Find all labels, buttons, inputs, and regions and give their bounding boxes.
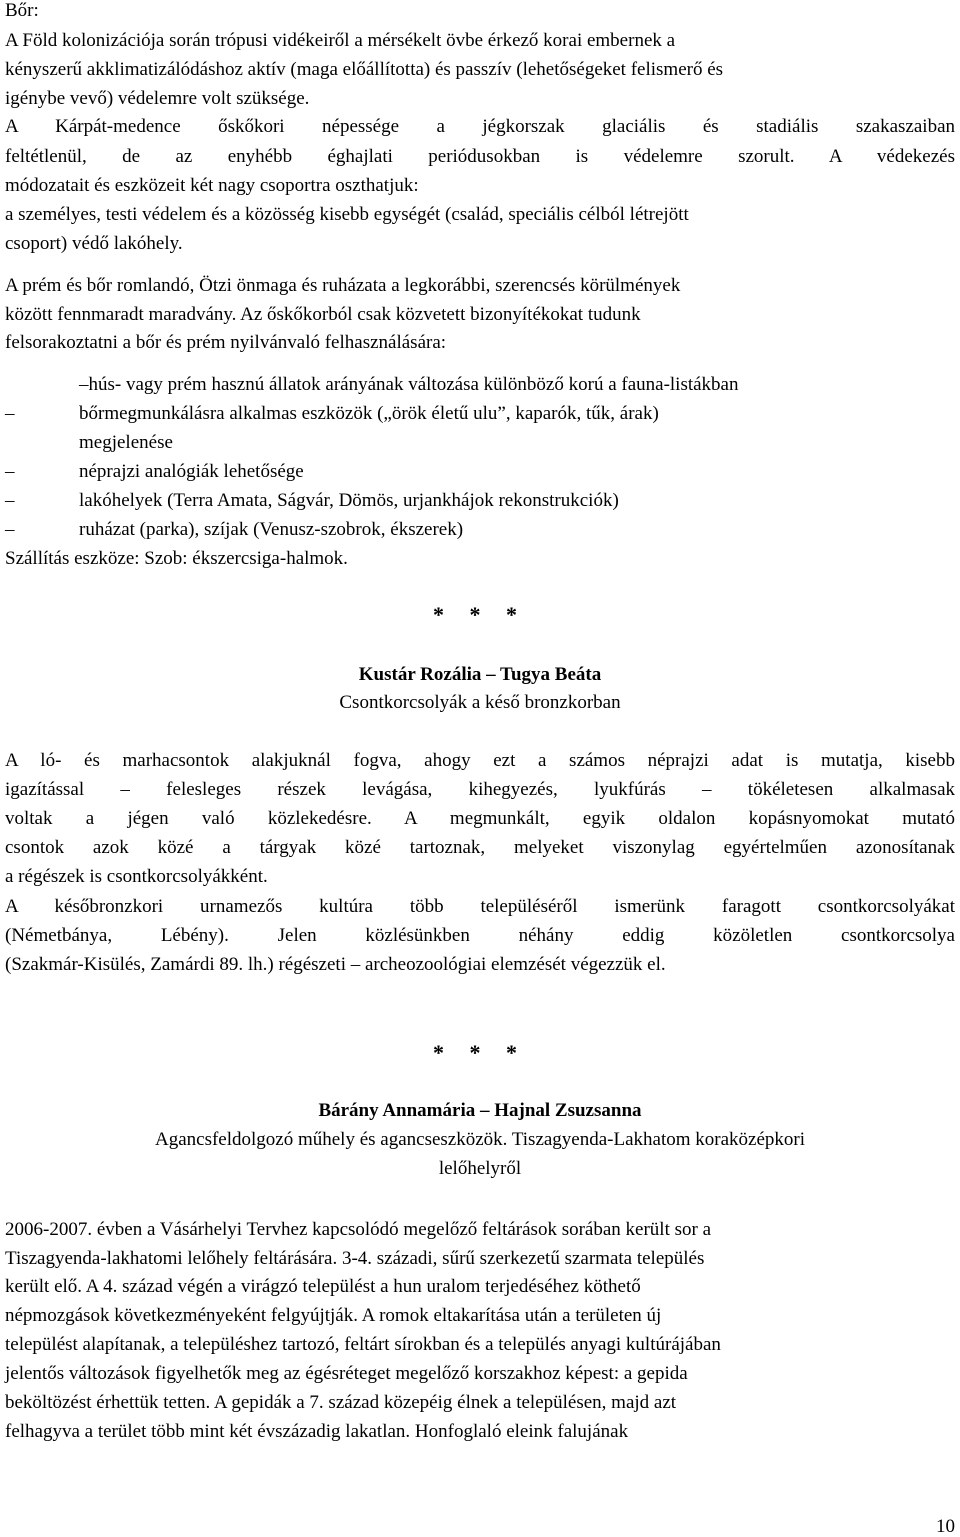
list-item: ruházat (parka), szíjak (Venusz-szobrok, ékszerek): [79, 519, 464, 540]
article-title: Csontkorcsolyák a késő bronzkorban: [339, 692, 621, 713]
paragraph-line: A Kárpát-medence őskőkori népessége a jégkorszak glaciális és stadiális szakaszaiban: [5, 116, 955, 137]
paragraph-line: kényszerű akklimatizálódáshoz aktív (maga előállította) és passzív (lehetőségeket felismerő és: [5, 59, 724, 80]
page-number: 10: [936, 1516, 955, 1537]
section-heading: Bőr:: [5, 0, 39, 21]
list-item: lakóhelyek (Terra Amata, Ságvár, Dömös, urjankhájok rekonstrukciók): [79, 490, 619, 511]
list-item: néprajzi analógiák lehetősége: [79, 461, 304, 482]
paragraph-line: (Németbánya, Lébény). Jelen közlésünkben néhány eddig közöletlen csontkorcsolya: [5, 925, 955, 946]
paragraph-line: A prém és bőr romlandó, Ötzi önmaga és ruházata a legkorábbi, szerencsés körülmények: [5, 275, 681, 296]
list-dash: –: [5, 519, 15, 540]
paragraph-line: csontok azok közé a tárgyak közé tartoznak, melyeket viszonylag egyértelműen azonosítanak: [5, 837, 955, 858]
article-authors: Bárány Annamária – Hajnal Zsuzsanna: [318, 1100, 642, 1121]
paragraph-line: A Föld kolonizációja során trópusi vidékeiről a mérsékelt övbe érkező korai embernek a: [5, 30, 676, 51]
paragraph-line: a régészek is csontkorcsolyákként.: [5, 866, 268, 887]
paragraph-line: 2006-2007. évben a Vásárhelyi Tervhez kapcsolódó megelőző feltárások sorában került sor a: [5, 1219, 712, 1240]
article-title: lelőhelyről: [438, 1158, 522, 1179]
list-item: bőrmegmunkálásra alkalmas eszközök („örök életű ulu”, kaparók, tűk, árak): [79, 403, 659, 424]
paragraph-line: voltak a jégen való közlekedésre. A megmunkált, egyik oldalon kopásnyomokat mutató: [5, 808, 955, 829]
paragraph-line: népmozgások következményeként felgyújtják. A romok eltakarítása után a területen új: [5, 1305, 662, 1326]
section-separator: * * *: [433, 602, 527, 627]
paragraph-line: települést alapítanak, a településhez tartozó, feltárt sírokban és a település anyagi kultúrájában: [5, 1334, 721, 1355]
article-authors: Kustár Rozália – Tugya Beáta: [358, 664, 602, 685]
paragraph-line: felhagyva a terület több mint két évszázadig lakatlan. Honfoglaló eleink falujának: [5, 1421, 629, 1442]
paragraph-line: igénybe vevő) védelemre volt szüksége.: [5, 88, 310, 109]
paragraph-line: A ló- és marhacsontok alakjuknál fogva, ahogy ezt a számos néprajzi adat is mutatja, kisebb: [5, 750, 955, 771]
paragraph-line: feltétlenül, de az enyhébb éghajlati periódusokban is védelemre szorult. A védekezés: [5, 146, 955, 167]
paragraph-line: került elő. A 4. század végén a virágzó települést a hun uralom terjedéséhez köthető: [5, 1276, 641, 1297]
paragraph-line: A későbronzkori urnamezős kultúra több településéről ismerünk faragott csontkorcsolyákat: [5, 896, 955, 917]
paragraph-line: felsorakoztatni a bőr és prém nyilvánvaló felhasználására:: [5, 332, 447, 353]
list-item: megjelenése: [79, 432, 173, 453]
article-title: Agancsfeldolgozó műhely és agancseszközök. Tiszagyenda-Lakhatom koraközépkori: [154, 1129, 806, 1150]
paragraph-line: a személyes, testi védelem és a közösség kisebb egységét (család, speciális célból létrejött: [5, 204, 689, 225]
list-dash: –: [5, 461, 15, 482]
paragraph-line: között fennmaradt maradvány. Az őskőkorból csak közvetett bizonyítékokat tudunk: [5, 304, 641, 325]
list-dash: –: [5, 490, 15, 511]
paragraph-line: Szállítás eszköze: Szob: ékszercsiga-halmok.: [5, 548, 348, 569]
paragraph-line: igazítással – felesleges részek levágása, kihegyezés, lyukfúrás – tökéletesen alkalmasak: [5, 779, 955, 800]
paragraph-line: csoport) védő lakóhely.: [5, 233, 183, 254]
paragraph-line: (Szakmár-Kisülés, Zamárdi 89. lh.) régészeti – archeozoológiai elemzését végezzük el.: [5, 954, 666, 975]
section-separator: * * *: [433, 1040, 527, 1065]
paragraph-line: beköltözést érhettük tetten. A gepidák a 7. század közepéig élnek a településen, majd azt: [5, 1392, 677, 1413]
paragraph-line: módozatait és eszközeit két nagy csoportra oszthatjuk:: [5, 175, 419, 196]
paragraph-line: jelentős változások figyelhetők meg az égésréteget megelőző korszakhoz képest: a gepida: [5, 1363, 688, 1384]
list-item: –hús- vagy prém hasznú állatok arányának változása különböző korú a fauna-listákban: [79, 374, 739, 395]
list-dash: –: [5, 403, 15, 424]
paragraph-line: Tiszagyenda-lakhatomi lelőhely feltárására. 3-4. századi, sűrű szerkezetű szarmata település: [5, 1248, 705, 1269]
